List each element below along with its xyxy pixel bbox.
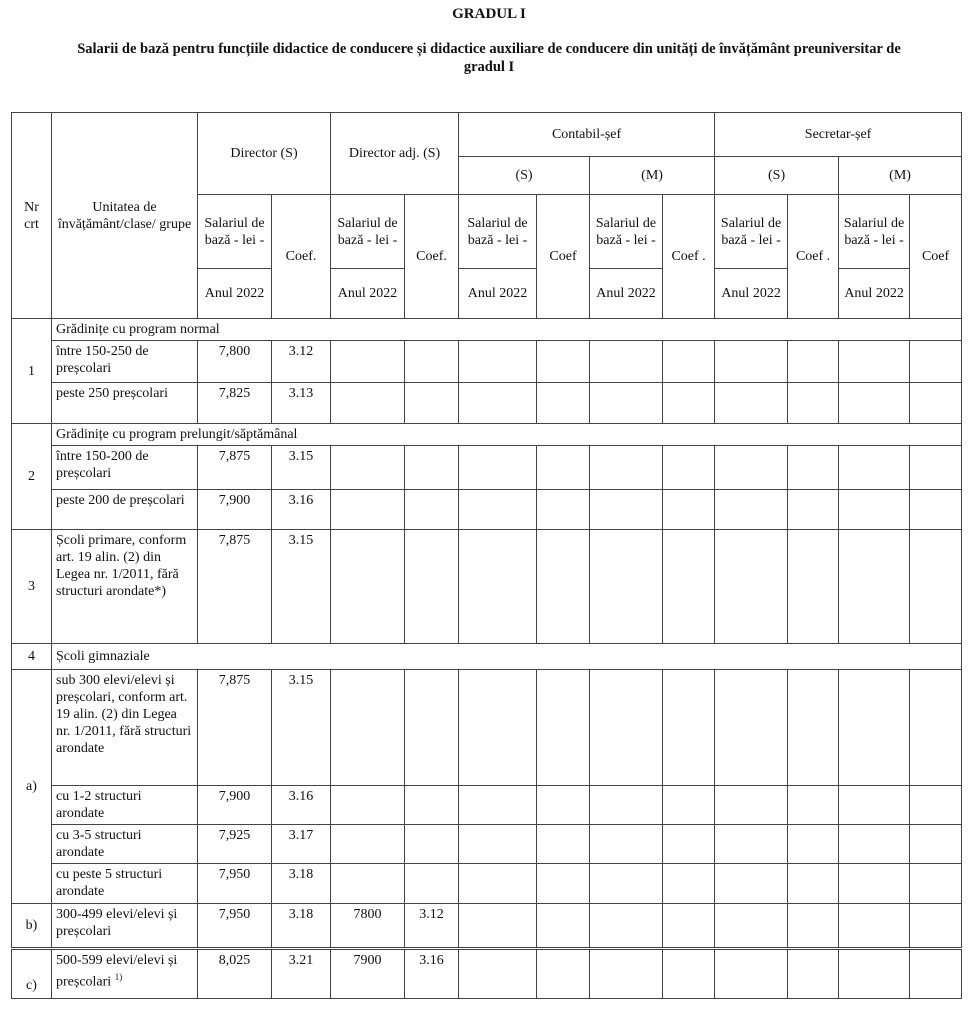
- header-coef: Coef: [910, 195, 962, 319]
- coef-value: 3.15: [272, 446, 331, 490]
- unit-cell: [52, 949, 198, 999]
- salary-value: 8,025: [198, 949, 272, 999]
- salary-value: 7,900: [198, 786, 272, 825]
- header-row-1: [12, 113, 962, 157]
- header-director-adj: Director adj. (S): [331, 113, 459, 195]
- unit-cell: 300-499 elevi/elevi și preșcolari: [52, 904, 198, 949]
- header-contabil-sef: Contabil-șef: [459, 113, 715, 157]
- unit-cell: peste 250 preșcolari: [52, 383, 198, 424]
- unit-cell: între 150-250 de preșcolari: [52, 341, 198, 383]
- table-row: [12, 341, 962, 383]
- header-secretar-sef: Secretar-șef: [715, 113, 962, 157]
- header-secretar-m: (M): [839, 157, 962, 195]
- row-number: 4: [12, 644, 52, 670]
- adj-salary-value: 7800: [331, 904, 405, 949]
- salary-value: 7,950: [198, 864, 272, 904]
- header-salary: Salariul de bază - lei -: [839, 195, 910, 269]
- table-row: [12, 530, 962, 644]
- section-heading: Școli gimnaziale: [52, 644, 962, 670]
- subtitle-line-2: gradul I: [463, 59, 515, 75]
- coef-value: 3.17: [272, 825, 331, 864]
- header-salary: Salariul de bază - lei -: [331, 195, 405, 269]
- header-contabil-s: (S): [459, 157, 590, 195]
- header-salary: Salariul de bază - lei -: [715, 195, 788, 269]
- coef-value: 3.16: [272, 786, 331, 825]
- row-label: b): [12, 904, 52, 949]
- salary-value: 7,875: [198, 446, 272, 490]
- header-coef: Coef .: [663, 195, 715, 319]
- table-row: [12, 424, 962, 446]
- header-year: Anul 2022: [839, 269, 910, 319]
- document-subtitle: [10, 40, 968, 76]
- row-number: 1: [12, 319, 52, 424]
- coef-value: 3.15: [272, 670, 331, 786]
- coef-value: 3.18: [272, 904, 331, 949]
- header-coef: Coef.: [405, 195, 459, 319]
- header-year: Anul 2022: [198, 269, 272, 319]
- header-salary: Salariul de bază - lei -: [590, 195, 663, 269]
- header-salary: Salariul de bază - lei -: [198, 195, 272, 269]
- adj-coef-value: 3.12: [405, 904, 459, 949]
- row-label: c): [12, 949, 52, 999]
- header-contabil-m: (M): [590, 157, 715, 195]
- table-row: [12, 383, 962, 424]
- table-row: [12, 670, 962, 786]
- subtitle-line-1: Salarii de bază pentru funcțiile didactice de conducere și didactice auxiliare de conducere din unități de învățământ preuniversitar de: [77, 41, 901, 57]
- table-row: [12, 825, 962, 864]
- table-row: [12, 319, 962, 341]
- header-nr-crt: Nr crt: [12, 113, 52, 319]
- unit-cell: cu 1-2 structuri arondate: [52, 786, 198, 825]
- salary-table: [11, 112, 962, 999]
- unit-cell: cu 3-5 structuri arondate: [52, 825, 198, 864]
- table-row: [12, 949, 962, 999]
- salary-value: 7,950: [198, 904, 272, 949]
- salary-value: 7,800: [198, 341, 272, 383]
- footnote-marker: 1): [114, 972, 123, 982]
- table-row: [12, 786, 962, 825]
- header-year: Anul 2022: [715, 269, 788, 319]
- coef-value: 3.15: [272, 530, 331, 644]
- document-title: GRADUL I: [452, 6, 526, 22]
- table-row: [12, 490, 962, 530]
- header-year: Anul 2022: [590, 269, 663, 319]
- row-number: 3: [12, 530, 52, 644]
- unit-cell: cu peste 5 structuri arondate: [52, 864, 198, 904]
- coef-value: 3.18: [272, 864, 331, 904]
- header-secretar-s: (S): [715, 157, 839, 195]
- unit-text: 500-599 elevi/elevi și preșcolari: [56, 953, 178, 990]
- header-coef: Coef.: [272, 195, 331, 319]
- unit-cell: între 150-200 de preșcolari: [52, 446, 198, 490]
- salary-value: 7,875: [198, 530, 272, 644]
- salary-value: 7,900: [198, 490, 272, 530]
- coef-value: 3.12: [272, 341, 331, 383]
- salary-value: 7,825: [198, 383, 272, 424]
- coef-value: 3.16: [272, 490, 331, 530]
- unit-cell: sub 300 elevi/elevi și preșcolari, conform art. 19 alin. (2) din Legea nr. 1/2011, fără structuri arondate: [52, 670, 198, 786]
- header-coef: Coef: [537, 195, 590, 319]
- adj-coef-value: 3.16: [405, 949, 459, 999]
- unit-cell: peste 200 de preșcolari: [52, 490, 198, 530]
- table-row: [12, 864, 962, 904]
- row-label: a): [12, 670, 52, 904]
- header-director: Director (S): [198, 113, 331, 195]
- table-row: [12, 446, 962, 490]
- header-year: Anul 2022: [331, 269, 405, 319]
- header-year: Anul 2022: [459, 269, 537, 319]
- header-salary: Salariul de bază - lei -: [459, 195, 537, 269]
- salary-value: 7,875: [198, 670, 272, 786]
- section-heading: Grădinițe cu program normal: [52, 319, 962, 341]
- section-heading: Grădinițe cu program prelungit/săptămânal: [52, 424, 962, 446]
- adj-salary-value: 7900: [331, 949, 405, 999]
- coef-value: 3.21: [272, 949, 331, 999]
- table-row: [12, 644, 962, 670]
- coef-value: 3.13: [272, 383, 331, 424]
- header-unit: Unitatea de învățământ/clase/ grupe: [52, 113, 198, 319]
- salary-value: 7,925: [198, 825, 272, 864]
- row-number: 2: [12, 424, 52, 530]
- table-row: [12, 904, 962, 949]
- header-coef: Coef .: [788, 195, 839, 319]
- unit-cell: Școli primare, conform art. 19 alin. (2) din Legea nr. 1/2011, fără structuri arondate*): [52, 530, 198, 644]
